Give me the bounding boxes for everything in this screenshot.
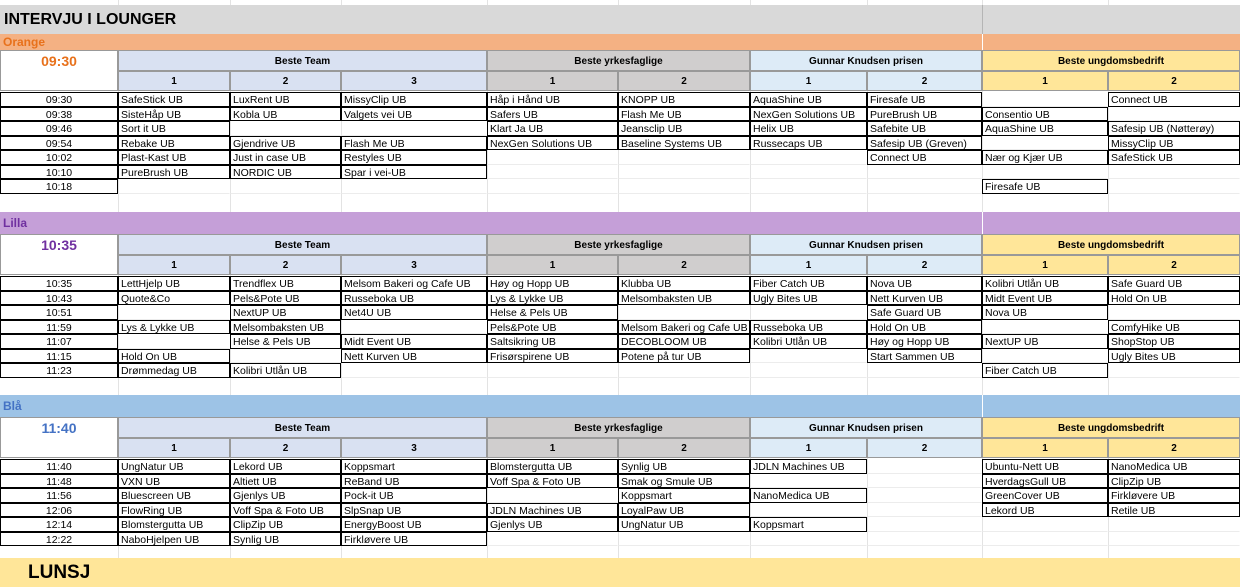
slot-time[interactable]: 11:56 (0, 488, 118, 503)
schedule-cell[interactable] (867, 517, 982, 532)
schedule-cell[interactable]: Melsombaksten UB (230, 320, 341, 335)
schedule-cell[interactable]: Safers UB (487, 107, 618, 122)
subcolumn-number[interactable]: 2 (618, 438, 750, 458)
sheet-title[interactable]: INTERVJU I LOUNGER (0, 5, 982, 34)
subcolumn-number[interactable]: 2 (867, 255, 982, 275)
schedule-cell[interactable]: Valgets vei UB (341, 107, 487, 122)
schedule-cell[interactable]: NanoMedica UB (1108, 459, 1240, 474)
schedule-cell[interactable]: Nova UB (867, 276, 982, 291)
schedule-cell[interactable]: Fiber Catch UB (982, 363, 1108, 378)
schedule-cell[interactable] (487, 532, 618, 547)
subcolumn-number[interactable]: 1 (487, 255, 618, 275)
schedule-cell[interactable] (1108, 532, 1240, 547)
block-start-time[interactable]: 10:35 (0, 234, 118, 275)
schedule-cell[interactable] (867, 179, 982, 194)
schedule-cell[interactable]: Russeboka UB (341, 291, 487, 306)
category-header[interactable]: Beste ungdomsbedrift (982, 234, 1240, 255)
schedule-cell[interactable]: Gjenlys UB (487, 517, 618, 532)
subcolumn-number[interactable]: 2 (618, 255, 750, 275)
slot-time[interactable]: 10:51 (0, 305, 118, 320)
schedule-cell[interactable] (1108, 165, 1240, 180)
subcolumn-number[interactable]: 3 (341, 255, 487, 275)
schedule-cell[interactable]: Retile UB (1108, 503, 1240, 518)
schedule-cell[interactable]: Synlig UB (618, 459, 750, 474)
subcolumn-number[interactable]: 1 (118, 255, 230, 275)
subcolumn-number[interactable]: 1 (982, 438, 1108, 458)
schedule-cell[interactable]: Connect UB (867, 150, 982, 165)
schedule-cell[interactable]: Rebake UB (118, 136, 230, 151)
schedule-cell[interactable]: Lekord UB (230, 459, 341, 474)
category-header[interactable]: Beste Team (118, 417, 487, 438)
schedule-cell[interactable] (1108, 305, 1240, 320)
subcolumn-number[interactable]: 2 (230, 71, 341, 91)
block-band-side[interactable] (982, 34, 1240, 50)
schedule-cell[interactable]: ClipZip UB (230, 517, 341, 532)
slot-time[interactable]: 11:48 (0, 474, 118, 489)
schedule-cell[interactable]: AquaShine UB (982, 121, 1108, 136)
block-band-side[interactable] (982, 395, 1240, 417)
schedule-cell[interactable]: Firesafe UB (867, 92, 982, 107)
block-start-time[interactable]: 11:40 (0, 417, 118, 458)
schedule-cell[interactable]: Nova UB (982, 305, 1108, 320)
subcolumn-number[interactable]: 1 (487, 438, 618, 458)
schedule-cell[interactable] (487, 363, 618, 378)
schedule-cell[interactable] (1108, 107, 1240, 122)
schedule-cell[interactable] (867, 503, 982, 518)
schedule-cell[interactable]: Gjenlys UB (230, 488, 341, 503)
schedule-cell[interactable]: Blomstergutta UB (487, 459, 618, 474)
schedule-cell[interactable]: HverdagsGull UB (982, 474, 1108, 489)
schedule-cell[interactable]: Pels&Pote UB (487, 320, 618, 335)
schedule-cell[interactable]: Spar i vei-UB (341, 165, 487, 180)
subcolumn-number[interactable]: 2 (618, 71, 750, 91)
schedule-cell[interactable]: Ugly Bites UB (1108, 349, 1240, 364)
category-header[interactable]: Beste ungdomsbedrift (982, 50, 1240, 71)
schedule-cell[interactable]: Jeansclip UB (618, 121, 750, 136)
schedule-cell[interactable]: JDLN Machines UB (750, 459, 867, 474)
schedule-cell[interactable] (982, 517, 1108, 532)
schedule-cell[interactable]: KNOPP UB (618, 92, 750, 107)
schedule-cell[interactable]: Safesip UB (Greven) (867, 136, 982, 151)
schedule-cell[interactable]: Frisørspirene UB (487, 349, 618, 364)
schedule-cell[interactable] (618, 179, 750, 194)
schedule-cell[interactable]: Klart Ja UB (487, 121, 618, 136)
category-header[interactable]: Gunnar Knudsen prisen (750, 50, 982, 71)
schedule-cell[interactable]: Pels&Pote UB (230, 291, 341, 306)
schedule-cell[interactable]: Consentio UB (982, 107, 1108, 122)
slot-time[interactable]: 11:40 (0, 459, 118, 474)
block-band-side[interactable] (982, 212, 1240, 234)
slot-time[interactable]: 10:35 (0, 276, 118, 291)
schedule-cell[interactable]: Russeboka UB (750, 320, 867, 335)
schedule-cell[interactable] (341, 179, 487, 194)
schedule-cell[interactable] (750, 474, 867, 489)
schedule-cell[interactable]: Bluescreen UB (118, 488, 230, 503)
slot-time[interactable]: 10:02 (0, 150, 118, 165)
schedule-cell[interactable]: Just in case UB (230, 150, 341, 165)
schedule-cell[interactable] (867, 474, 982, 489)
schedule-cell[interactable]: Helix UB (750, 121, 867, 136)
slot-time[interactable]: 12:22 (0, 532, 118, 547)
schedule-cell[interactable]: NanoMedica UB (750, 488, 867, 503)
schedule-cell[interactable] (750, 165, 867, 180)
schedule-cell[interactable]: GreenCover UB (982, 488, 1108, 503)
slot-time[interactable]: 09:30 (0, 92, 118, 107)
schedule-cell[interactable] (618, 305, 750, 320)
schedule-cell[interactable]: Trendflex UB (230, 276, 341, 291)
category-header[interactable]: Beste Team (118, 234, 487, 255)
schedule-cell[interactable] (1108, 363, 1240, 378)
schedule-cell[interactable]: Helse & Pels UB (487, 305, 618, 320)
schedule-cell[interactable] (750, 349, 867, 364)
schedule-cell[interactable]: Saltsikring UB (487, 334, 618, 349)
category-header[interactable]: Beste Team (118, 50, 487, 71)
schedule-cell[interactable]: Voff Spa & Foto UB (487, 474, 618, 489)
slot-time[interactable]: 09:46 (0, 121, 118, 136)
slot-time[interactable]: 09:38 (0, 107, 118, 122)
schedule-cell[interactable]: MissyClip UB (1108, 136, 1240, 151)
schedule-cell[interactable]: Plast-Kast UB (118, 150, 230, 165)
schedule-cell[interactable]: Ugly Bites UB (750, 291, 867, 306)
schedule-cell[interactable] (618, 532, 750, 547)
subcolumn-number[interactable]: 3 (341, 71, 487, 91)
subcolumn-number[interactable]: 1 (118, 71, 230, 91)
schedule-cell[interactable]: Ubuntu-Nett UB (982, 459, 1108, 474)
schedule-cell[interactable]: Håp i Hånd UB (487, 92, 618, 107)
schedule-cell[interactable]: LuxRent UB (230, 92, 341, 107)
schedule-cell[interactable] (982, 320, 1108, 335)
schedule-cell[interactable] (487, 179, 618, 194)
schedule-cell[interactable]: Flash Me UB (341, 136, 487, 151)
subcolumn-number[interactable]: 1 (487, 71, 618, 91)
schedule-cell[interactable]: LettHjelp UB (118, 276, 230, 291)
schedule-cell[interactable]: AquaShine UB (750, 92, 867, 107)
schedule-cell[interactable]: Koppsmart (341, 459, 487, 474)
subcolumn-number[interactable]: 1 (982, 71, 1108, 91)
schedule-cell[interactable]: Koppsmart (750, 517, 867, 532)
schedule-cell[interactable]: VXN UB (118, 474, 230, 489)
slot-time[interactable]: 10:43 (0, 291, 118, 306)
slot-time[interactable]: 12:06 (0, 503, 118, 518)
schedule-cell[interactable]: Nett Kurven UB (867, 291, 982, 306)
category-header[interactable]: Beste yrkesfaglige (487, 50, 750, 71)
schedule-cell[interactable]: Koppsmart (618, 488, 750, 503)
slot-time[interactable]: 09:54 (0, 136, 118, 151)
schedule-cell[interactable] (867, 488, 982, 503)
schedule-cell[interactable] (750, 179, 867, 194)
schedule-cell[interactable] (618, 165, 750, 180)
schedule-cell[interactable]: NextUP UB (982, 334, 1108, 349)
schedule-cell[interactable] (867, 363, 982, 378)
schedule-cell[interactable]: Midt Event UB (341, 334, 487, 349)
category-header[interactable]: Gunnar Knudsen prisen (750, 417, 982, 438)
category-header[interactable]: Beste yrkesfaglige (487, 234, 750, 255)
schedule-cell[interactable] (341, 363, 487, 378)
schedule-cell[interactable]: SlpSnap UB (341, 503, 487, 518)
schedule-cell[interactable] (618, 150, 750, 165)
schedule-cell[interactable]: NextUP UB (230, 305, 341, 320)
category-header[interactable]: Beste yrkesfaglige (487, 417, 750, 438)
slot-time[interactable]: 11:07 (0, 334, 118, 349)
schedule-cell[interactable]: Nett Kurven UB (341, 349, 487, 364)
schedule-cell[interactable] (982, 165, 1108, 180)
schedule-cell[interactable] (750, 503, 867, 518)
schedule-cell[interactable]: Pock-it UB (341, 488, 487, 503)
schedule-cell[interactable]: Nær og Kjær UB (982, 150, 1108, 165)
schedule-cell[interactable]: Potene på tur UB (618, 349, 750, 364)
subcolumn-number[interactable]: 2 (1108, 255, 1240, 275)
schedule-cell[interactable] (618, 363, 750, 378)
schedule-cell[interactable]: Firkløvere UB (1108, 488, 1240, 503)
schedule-cell[interactable]: Kolibri Utlån UB (750, 334, 867, 349)
schedule-cell[interactable]: Hold On UB (1108, 291, 1240, 306)
schedule-cell[interactable]: Firesafe UB (982, 179, 1108, 194)
schedule-cell[interactable]: Hold On UB (867, 320, 982, 335)
schedule-cell[interactable]: EnergyBoost UB (341, 517, 487, 532)
subcolumn-number[interactable]: 2 (1108, 71, 1240, 91)
schedule-cell[interactable]: Melsom Bakeri og Cafe UB (618, 320, 750, 335)
schedule-cell[interactable]: MissyClip UB (341, 92, 487, 107)
schedule-cell[interactable]: UngNatur UB (618, 517, 750, 532)
schedule-cell[interactable] (750, 363, 867, 378)
schedule-cell[interactable]: Kolibri Utlån UB (230, 363, 341, 378)
schedule-cell[interactable]: NexGen Solutions UB (750, 107, 867, 122)
schedule-cell[interactable] (1108, 179, 1240, 194)
schedule-cell[interactable] (982, 532, 1108, 547)
category-header[interactable]: Gunnar Knudsen prisen (750, 234, 982, 255)
schedule-cell[interactable]: SafeStick UB (1108, 150, 1240, 165)
slot-time[interactable]: 10:18 (0, 179, 118, 194)
schedule-cell[interactable]: Connect UB (1108, 92, 1240, 107)
subcolumn-number[interactable]: 2 (230, 255, 341, 275)
schedule-cell[interactable]: SisteHåp UB (118, 107, 230, 122)
schedule-cell[interactable]: Høy og Hopp UB (867, 334, 982, 349)
lunch-banner[interactable]: LUNSJ (0, 558, 1240, 587)
subcolumn-number[interactable]: 2 (1108, 438, 1240, 458)
subcolumn-number[interactable]: 2 (867, 71, 982, 91)
schedule-cell[interactable]: Russecaps UB (750, 136, 867, 151)
schedule-cell[interactable] (982, 349, 1108, 364)
schedule-cell[interactable] (982, 92, 1108, 107)
schedule-cell[interactable] (230, 179, 341, 194)
schedule-cell[interactable] (750, 150, 867, 165)
schedule-cell[interactable]: Safebite UB (867, 121, 982, 136)
schedule-cell[interactable]: Melsom Bakeri og Cafe UB (341, 276, 487, 291)
schedule-cell[interactable]: Baseline Systems UB (618, 136, 750, 151)
slot-time[interactable]: 11:59 (0, 320, 118, 335)
block-name-2[interactable]: Blå (0, 395, 982, 417)
schedule-cell[interactable]: UngNatur UB (118, 459, 230, 474)
block-start-time[interactable]: 09:30 (0, 50, 118, 91)
schedule-cell[interactable]: Gjendrive UB (230, 136, 341, 151)
subcolumn-number[interactable]: 1 (750, 438, 867, 458)
schedule-cell[interactable]: JDLN Machines UB (487, 503, 618, 518)
schedule-cell[interactable]: Melsombaksten UB (618, 291, 750, 306)
block-name-0[interactable]: Orange (0, 34, 982, 50)
schedule-cell[interactable]: PureBrush UB (118, 165, 230, 180)
schedule-cell[interactable]: Synlig UB (230, 532, 341, 547)
schedule-cell[interactable]: Start Sammen UB (867, 349, 982, 364)
schedule-cell[interactable]: Helse & Pels UB (230, 334, 341, 349)
schedule-cell[interactable]: PureBrush UB (867, 107, 982, 122)
schedule-cell[interactable] (341, 320, 487, 335)
slot-time[interactable]: 11:23 (0, 363, 118, 378)
schedule-cell[interactable]: Klubba UB (618, 276, 750, 291)
schedule-cell[interactable]: Kobla UB (230, 107, 341, 122)
schedule-cell[interactable]: Safe Guard UB (867, 305, 982, 320)
schedule-cell[interactable]: Safesip UB (Nøtterøy) (1108, 121, 1240, 136)
slot-time[interactable]: 12:14 (0, 517, 118, 532)
schedule-cell[interactable]: Midt Event UB (982, 291, 1108, 306)
subcolumn-number[interactable]: 1 (118, 438, 230, 458)
schedule-cell[interactable] (118, 305, 230, 320)
schedule-cell[interactable]: Lys & Lykke UB (487, 291, 618, 306)
schedule-cell[interactable] (230, 349, 341, 364)
subcolumn-number[interactable]: 1 (982, 255, 1108, 275)
schedule-cell[interactable] (341, 121, 487, 136)
schedule-cell[interactable]: FlowRing UB (118, 503, 230, 518)
schedule-cell[interactable] (487, 488, 618, 503)
schedule-cell[interactable]: Drømmedag UB (118, 363, 230, 378)
slot-time[interactable]: 11:15 (0, 349, 118, 364)
schedule-cell[interactable]: Smak og Smule UB (618, 474, 750, 489)
schedule-cell[interactable]: Restyles UB (341, 150, 487, 165)
schedule-cell[interactable]: NaboHjelpen UB (118, 532, 230, 547)
schedule-cell[interactable]: NORDIC UB (230, 165, 341, 180)
schedule-cell[interactable]: DECOBLOOM UB (618, 334, 750, 349)
category-header[interactable]: Beste ungdomsbedrift (982, 417, 1240, 438)
schedule-cell[interactable]: Lekord UB (982, 503, 1108, 518)
subcolumn-number[interactable]: 2 (867, 438, 982, 458)
subcolumn-number[interactable]: 2 (230, 438, 341, 458)
schedule-cell[interactable] (867, 165, 982, 180)
schedule-cell[interactable]: Firkløvere UB (341, 532, 487, 547)
schedule-cell[interactable] (487, 150, 618, 165)
schedule-cell[interactable]: Quote&Co (118, 291, 230, 306)
schedule-cell[interactable]: Fiber Catch UB (750, 276, 867, 291)
slot-time[interactable]: 10:10 (0, 165, 118, 180)
schedule-cell[interactable]: Flash Me UB (618, 107, 750, 122)
subcolumn-number[interactable]: 3 (341, 438, 487, 458)
schedule-cell[interactable]: Net4U UB (341, 305, 487, 320)
block-name-1[interactable]: Lilla (0, 212, 982, 234)
schedule-cell[interactable]: Høy og Hopp UB (487, 276, 618, 291)
schedule-cell[interactable] (982, 136, 1108, 151)
schedule-cell[interactable] (750, 532, 867, 547)
schedule-cell[interactable] (118, 179, 230, 194)
schedule-cell[interactable]: SafeStick UB (118, 92, 230, 107)
schedule-cell[interactable]: ClipZip UB (1108, 474, 1240, 489)
schedule-cell[interactable]: Blomstergutta UB (118, 517, 230, 532)
schedule-cell[interactable]: Safe Guard UB (1108, 276, 1240, 291)
schedule-cell[interactable]: Hold On UB (118, 349, 230, 364)
schedule-cell[interactable] (230, 121, 341, 136)
schedule-cell[interactable]: ComfyHike UB (1108, 320, 1240, 335)
subcolumn-number[interactable]: 1 (750, 255, 867, 275)
schedule-cell[interactable]: LoyalPaw UB (618, 503, 750, 518)
schedule-cell[interactable] (867, 459, 982, 474)
schedule-cell[interactable] (750, 305, 867, 320)
schedule-cell[interactable]: Lys & Lykke UB (118, 320, 230, 335)
schedule-cell[interactable]: ReBand UB (341, 474, 487, 489)
schedule-cell[interactable]: Voff Spa & Foto UB (230, 503, 341, 518)
schedule-cell[interactable]: NexGen Solutions UB (487, 136, 618, 151)
schedule-cell[interactable]: Altiett UB (230, 474, 341, 489)
schedule-cell[interactable] (487, 165, 618, 180)
schedule-cell[interactable] (118, 334, 230, 349)
title-side-cell[interactable] (982, 5, 1240, 34)
schedule-cell[interactable]: Sort it UB (118, 121, 230, 136)
schedule-cell[interactable] (867, 532, 982, 547)
schedule-cell[interactable] (1108, 517, 1240, 532)
schedule-cell[interactable]: ShopStop UB (1108, 334, 1240, 349)
schedule-cell[interactable]: Kolibri Utlån UB (982, 276, 1108, 291)
subcolumn-number[interactable]: 1 (750, 71, 867, 91)
